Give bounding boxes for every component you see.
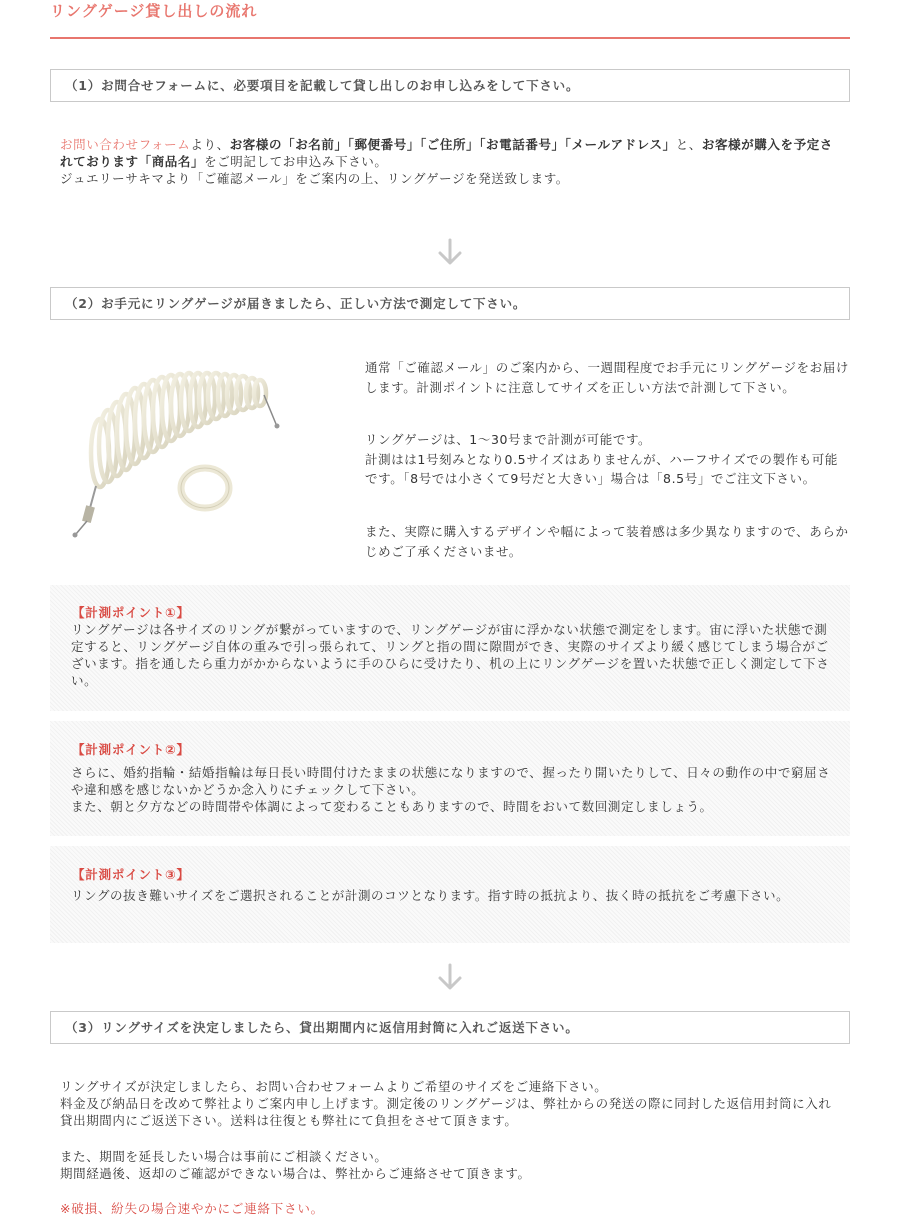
- step-1-heading: （1）お問合せフォームに、必要項目を記載して貸し出しのお申し込みをして下さい。: [65, 78, 580, 93]
- step-3-line-2: 料金及び納品日を改めて弊社よりご案内申し上げます。測定後のリングゲージは、弊社からの発送の際に同封した返信用封筒に入れ貸出期間内にご返送下さい。送料は往復とも弊社にて負担をさせて頂きます。: [60, 1096, 832, 1128]
- measuring-point-2-title: 【計測ポイント②】: [72, 742, 190, 757]
- measuring-point-1: [50, 585, 850, 711]
- step-2-heading-box: [50, 287, 850, 320]
- title-divider: [50, 37, 850, 39]
- step-3-description: [60, 1078, 836, 1129]
- ring-gauge-image: [60, 358, 310, 544]
- step-1-description: [60, 136, 836, 187]
- step-2-paragraph-1: 通常「ご確認メール」のご案内から、一週間程度でお手元にリングゲージをお届けします。計測ポイントに注意してサイズを正しい方法で計測して下さい。: [365, 360, 849, 395]
- step-1-product-name: お客様が購入を予定されております「商品名」: [60, 137, 833, 169]
- measuring-point-1-title: 【計測ポイント①】: [72, 605, 190, 620]
- step-1-text-c: をご明記してお申込み下さい。: [204, 154, 388, 169]
- step-2-paragraph-3: また、実際に購入するデザインや幅によって装着感は多少異なりますので、あらかじめご了承くださいませ。: [365, 524, 849, 559]
- step-3-extension-note: [60, 1148, 836, 1182]
- step-1-heading-box: [50, 69, 850, 102]
- step-2-paragraph-2: [365, 430, 849, 489]
- measuring-point-2-body: [71, 764, 833, 815]
- measuring-point-3: [50, 846, 850, 943]
- step-1-line-3: ジュエリーサキマより「ご確認メール」をご案内の上、リングゲージを発送致します。: [60, 171, 569, 186]
- page-title: リングゲージ貸し出しの流れ: [50, 2, 258, 20]
- step-2-heading: （2）お手元にリングゲージが届きましたら、正しい方法で測定して下さい。: [65, 296, 527, 311]
- step-3-line-1: リングサイズが決定しましたら、お問い合わせフォームよりご希望のサイズをご連絡下さい。: [60, 1079, 608, 1094]
- step-3-heading: （3）リングサイズを決定しましたら、貸出期間内に返信用封筒に入れご返送下さい。: [65, 1020, 579, 1035]
- measuring-point-2-text-2: また、朝と夕方などの時間帯や体調によって変わることもありますので、時間をおいて数回測定しましょう。: [71, 799, 713, 814]
- step-3-heading-box: [50, 1011, 850, 1044]
- step-2-half-size: 計測はは1号刻みとなり0.5サイズはありませんが、ハーフサイズでの製作も可能です。「8号では小さくて9号だと大きい」場合は「8.5号」でご注文下さい。: [365, 451, 839, 486]
- measuring-point-2-text-1: さらに、婚約指輪・結婚指輪は毎日長い時間付けたままの状態になりますので、握ったり開いたりして、日々の動作の中で窮屈さや違和感を感じないかどうか念入りにチェックして下さい。: [71, 765, 831, 797]
- step-1-text-a: より、: [190, 137, 230, 152]
- arrow-down-icon: [436, 963, 464, 991]
- measuring-point-1-body: リングゲージは各サイズのリングが繋がっていますので、リングゲージが宙に浮かない状態で測定をします。宙に浮いた状態で測定すると、リングゲージ自体の重みで引っ張られて、リングと指の間に隙間ができ、実際のサイズより緩く感じてしまう場合がございます。指を通したら重力がかからないように手のひらに受けたり、机の上にリングゲージを置いた状態で正しく測定して下さい。: [71, 622, 830, 688]
- arrow-down-icon: [436, 238, 464, 266]
- inquiry-form-link[interactable]: お問い合わせフォーム: [60, 137, 191, 152]
- step-2-size-range: リングゲージは、1～30号まで計測が可能です。: [365, 432, 652, 447]
- step-3-line-3: また、期間を延長したい場合は事前にご相談ください。: [60, 1149, 388, 1164]
- step-3-line-4: 期間経過後、返却のご確認ができない場合は、弊社からご連絡させて頂きます。: [60, 1166, 531, 1181]
- measuring-point-2: [50, 721, 850, 836]
- measuring-point-3-title: 【計測ポイント③】: [72, 867, 190, 882]
- step-1-required-fields: お客様の「お名前」「郵便番号」「ご住所」「お電話番号」「メールアドレス」: [229, 137, 676, 152]
- step-1-text-b: と、: [675, 137, 702, 152]
- measuring-point-3-body: リングの抜き難いサイズをご選択されることが計測のコツとなります。指す時の抵抗より、抜く時の抵抗をご考慮下さい。: [71, 888, 790, 903]
- damage-loss-warning: ※破損、紛失の場合速やかにご連絡下さい。: [60, 1201, 324, 1216]
